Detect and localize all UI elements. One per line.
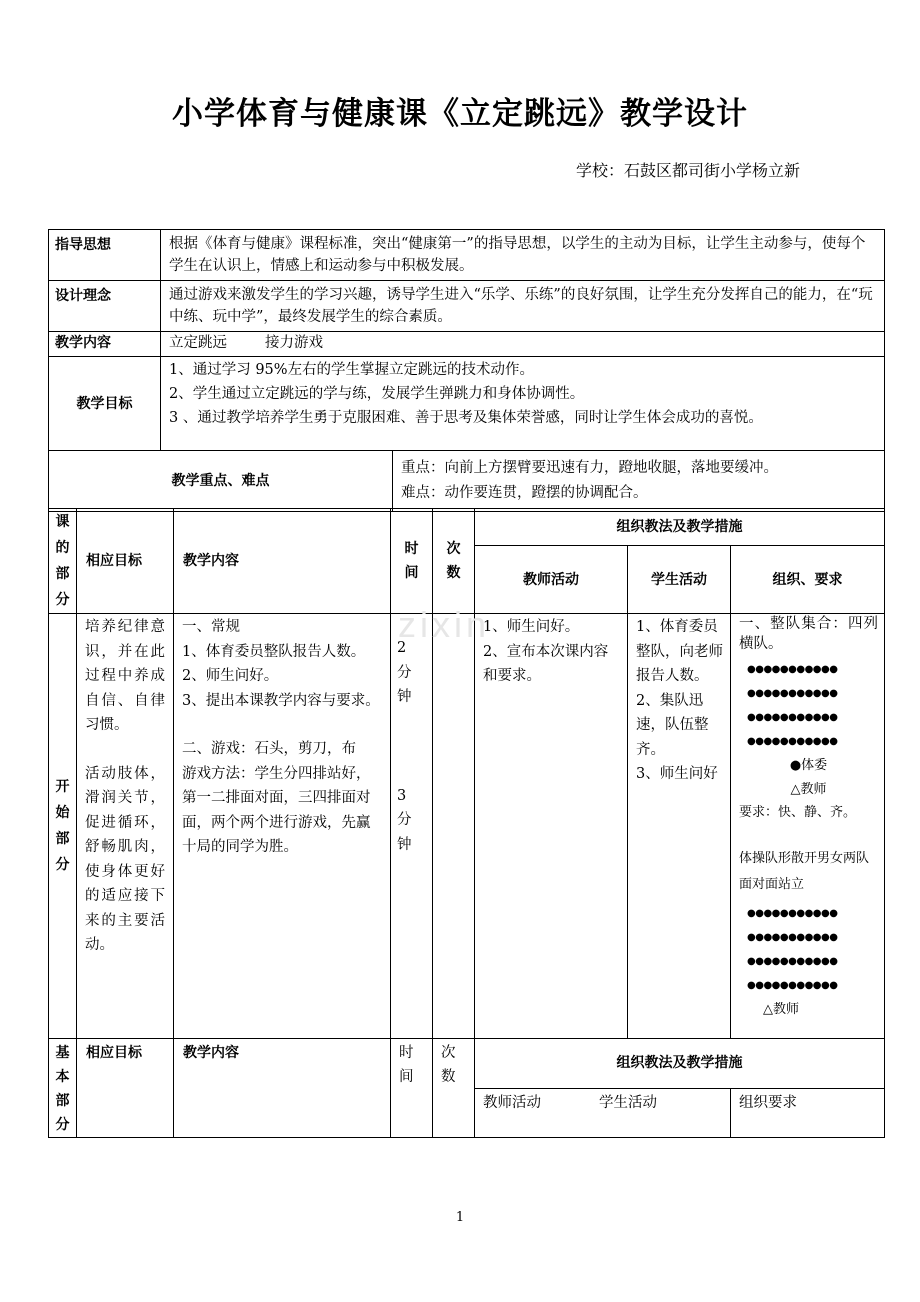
part-header: 课的部分	[49, 509, 77, 614]
teacher-activity-item: 2、宣布本次课内容和要求。	[483, 643, 609, 684]
student-activity-item: 1、体育委员整队，向老师报告人数。	[636, 619, 723, 684]
content-line: 2、师生问好。	[182, 668, 279, 684]
teacher-activity-item: 1、师生问好。	[483, 619, 580, 635]
content-item-relay: 接力游戏	[265, 335, 323, 351]
concept-label: 设计理念	[49, 281, 161, 332]
content-line: 游戏方法：学生分四排站好，第一二排面对面，三四排面对面，两个两个进行游戏，先赢十局的同学为胜。	[182, 765, 371, 855]
count-header: 次数	[433, 509, 475, 614]
info-table	[48, 229, 885, 512]
content-line: 一、常规	[182, 619, 240, 635]
goal-item: 3 、通过教学培养学生勇于克服困难、善于思考及集体荣誉感，同时让学生体会成功的喜悦。	[169, 410, 763, 426]
content-item-long-jump: 立定跳远	[169, 335, 227, 351]
student-activity-item: 3、师生问好	[636, 766, 718, 782]
content-line: 3、提出本课教学内容与要求。	[182, 692, 380, 709]
start-content	[174, 614, 391, 1039]
requirement-text: 要求：快、静、齐。	[739, 805, 857, 820]
goal-item: 2、学生通过立定跳远的学与练，发展学生弹跳力和身体协调性。	[169, 386, 585, 402]
plan-table	[48, 508, 885, 1138]
guide-text: 根据《体育与健康》课程标准，突出“健康第一”的指导思想，以学生的主动为目标，让学生主动参与，使每个学生在认识上，情感上和运动参与中积极发展。	[161, 230, 885, 281]
formation-title: 一、整队集合：四列横队。	[739, 616, 879, 652]
content-label: 教学内容	[49, 332, 161, 357]
monitor-marker: ●体委	[789, 758, 828, 773]
content-text	[161, 332, 885, 357]
school-name: 学校：石鼓区都司街小学杨立新	[576, 161, 801, 180]
start-teacher-activity	[475, 614, 628, 1039]
basic-teacher-activity-header	[475, 1088, 731, 1138]
basic-content-header: 教学内容	[174, 1039, 391, 1138]
start-time	[391, 614, 433, 1039]
content-line: 1、体育委员整队报告人数。	[182, 643, 366, 660]
watermark: zixin	[398, 604, 491, 645]
basic-teacher-label: 教师活动	[483, 1094, 541, 1111]
teacher-marker: △教师	[763, 1002, 799, 1017]
teacher-activity-header: 教师活动	[475, 546, 628, 614]
target-discipline: 培养纪律意识，并在此过程中养成自信、自律习惯。	[85, 619, 165, 733]
key-difficulty-text	[393, 451, 885, 512]
time-game: 3分钟	[397, 787, 412, 853]
student-activity-item: 2、集队迅速，队伍整齐。	[636, 692, 709, 758]
goals-label: 教学目标	[49, 357, 161, 451]
content-header: 教学内容	[174, 509, 391, 614]
start-student-activity	[628, 614, 731, 1039]
basic-student-label: 学生活动	[599, 1094, 657, 1111]
org-requirement-header: 组织、要求	[731, 546, 885, 614]
goals-list	[161, 357, 885, 451]
formation-row: ●●●●●●●●●●●	[747, 980, 838, 991]
start-count	[433, 614, 475, 1039]
start-org-requirement	[731, 614, 885, 1039]
basic-methods-header: 组织教法及教学措施	[475, 1039, 885, 1089]
goal-item: 1、通过学习 95%左右的学生掌握立定跳远的技术动作。	[169, 362, 535, 378]
target-warmup: 活动肢体，滑润关节，促进循环，舒畅肌肉，使身体更好的适应接下来的主要活动。	[85, 765, 165, 953]
student-activity-header: 学生活动	[628, 546, 731, 614]
formation2-text: 体操队形散开男女两队面对面站立	[739, 851, 870, 892]
basic-part-label: 基本部分	[49, 1039, 77, 1138]
target-header: 相应目标	[77, 509, 174, 614]
page-number: 1	[455, 1210, 465, 1225]
formation-row: ●●●●●●●●●●●	[747, 908, 838, 919]
formation-row: ●●●●●●●●●●●	[747, 956, 838, 967]
difficulty-point: 难点：动作要连贯，蹬摆的协调配合。	[401, 485, 648, 501]
formation-row: ●●●●●●●●●●●	[747, 712, 838, 723]
formation-row: ●●●●●●●●●●●	[747, 664, 838, 675]
formation-row: ●●●●●●●●●●●	[747, 688, 838, 699]
basic-org-header: 组织要求	[731, 1088, 885, 1138]
concept-text: 通过游戏来激发学生的学习兴趣，诱导学生进入“乐学、乐练”的良好氛围，让学生充分发挥自己的能力，在“玩中练、玩中学”，最终发展学生的综合素质。	[161, 281, 885, 332]
teacher-marker: △教师	[790, 782, 827, 797]
key-point: 重点：向前上方摆臂要迅速有力，蹬地收腿，落地要缓冲。	[401, 460, 778, 476]
start-part-label: 开始部分	[49, 614, 77, 1039]
time-warmup: 2分钟	[397, 640, 412, 705]
document-title: 小学体育与健康课《立定跳远》教学设计	[172, 96, 748, 132]
formation-row: ●●●●●●●●●●●	[747, 736, 838, 747]
start-target	[77, 614, 174, 1039]
methods-header: 组织教法及教学措施	[475, 509, 885, 546]
time-header: 时间	[391, 509, 433, 614]
guide-label: 指导思想	[49, 230, 161, 281]
basic-time-header: 时间	[391, 1039, 433, 1138]
basic-target-header: 相应目标	[77, 1039, 174, 1138]
formation-row: ●●●●●●●●●●●	[747, 932, 838, 943]
key-difficulty-label: 教学重点、难点	[49, 451, 393, 512]
basic-count-header: 次数	[433, 1039, 475, 1138]
content-line: 二、游戏：石头，剪刀，布	[182, 741, 356, 757]
